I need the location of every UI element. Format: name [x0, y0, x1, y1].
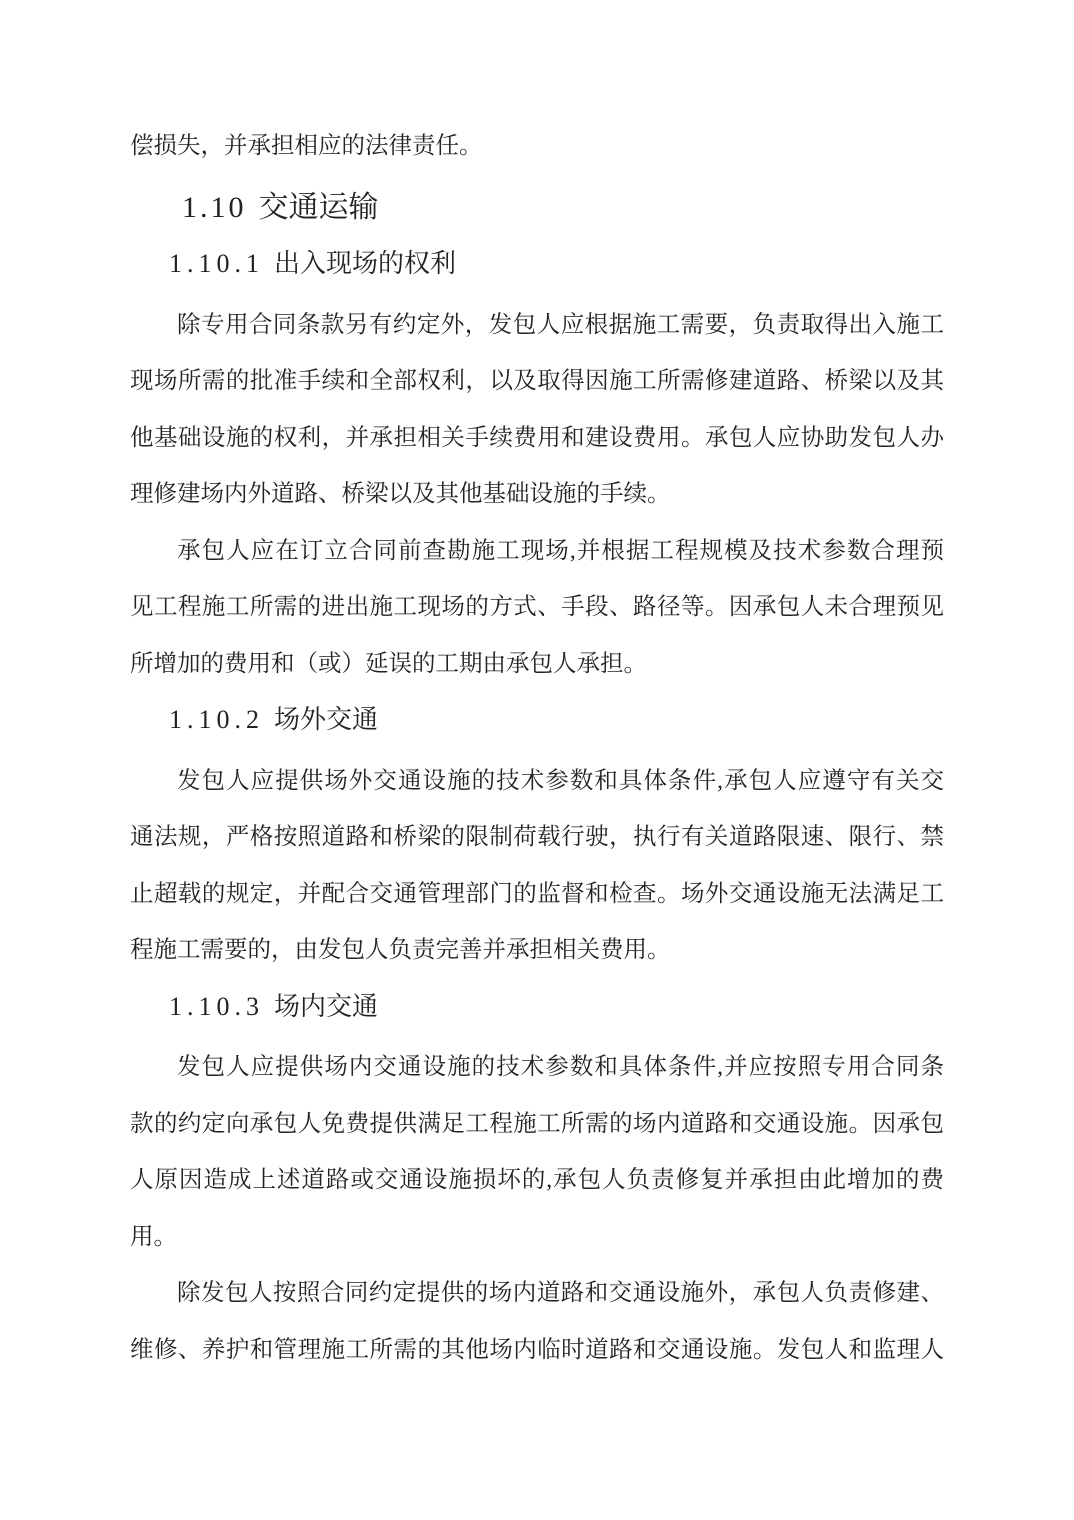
subsection-heading: [169, 692, 944, 749]
paragraph: [130, 297, 944, 523]
text-line: 用。: [130, 1223, 177, 1250]
subsection-heading: [169, 236, 944, 293]
heading-title: 交通运输: [258, 190, 379, 224]
text-line: 偿损失，并承担相应的法律责任。: [130, 133, 483, 159]
document-content: [130, 118, 944, 1378]
text-line: 发包人应提供场内交通设施的技术参数和具体条件,并应按照专用合同条: [177, 1054, 944, 1080]
heading-number: 1.10: [182, 190, 247, 224]
text-line: 见工程施工所需的进出施工现场的方式、手段、路径等。因承包人未合理预见: [130, 594, 944, 620]
text-line: 承包人应在订立合同前查勘施工现场,并根据工程规模及技术参数合理预: [177, 537, 944, 564]
text-line: 除发包人按照合同约定提供的场内道路和交通设施外，承包人负责修建、: [177, 1280, 944, 1306]
text-line: 他基础设施的权利，并承担相关手续费用和建设费用。承包人应协助发包人办: [130, 424, 944, 451]
text-line: 除专用合同条款另有约定外，发包人应根据施工需要，负责取得出入施工: [177, 311, 944, 338]
heading-number: 1.10.2: [169, 705, 264, 734]
heading-number: 1.10.1: [169, 249, 264, 278]
text-line: 止超载的规定，并配合交通管理部门的监督和检查。场外交通设施无法满足工: [130, 880, 944, 907]
heading-number: 1.10.3: [169, 991, 264, 1021]
heading-title: 场外交通: [274, 705, 379, 734]
section-heading: [182, 180, 944, 237]
text-line: 现场所需的批准手续和全部权利，以及取得因施工所需修建道路、桥梁以及其: [130, 368, 944, 394]
text-line: 通法规，严格按照道路和桥梁的限制荷载行驶，执行有关道路限速、限行、禁: [130, 824, 944, 850]
paragraph: [130, 1039, 944, 1265]
paragraph-continuation: [130, 118, 944, 175]
heading-title: 场内交通: [274, 991, 379, 1021]
paragraph: [130, 753, 944, 979]
text-line: 款的约定向承包人免费提供满足工程施工所需的场内道路和交通设施。因承包: [130, 1110, 944, 1137]
text-line: 程施工需要的，由发包人负责完善并承担相关费用。: [130, 937, 671, 963]
paragraph: [130, 523, 944, 693]
paragraph: [130, 1265, 944, 1378]
text-line: 所增加的费用和（或）延误的工期由承包人承担。: [130, 650, 647, 677]
text-line: 维修、养护和管理施工所需的其他场内临时道路和交通设施。发包人和监理人: [130, 1336, 944, 1363]
text-line: 理修建场内外道路、桥梁以及其他基础设施的手续。: [130, 481, 671, 507]
heading-title: 出入现场的权利: [274, 249, 457, 278]
text-line: 人原因造成上述道路或交通设施损坏的,承包人负责修复并承担由此增加的费: [130, 1167, 944, 1193]
text-line: 发包人应提供场外交通设施的技术参数和具体条件,承包人应遵守有关交: [177, 767, 944, 794]
subsection-heading: [169, 979, 944, 1036]
